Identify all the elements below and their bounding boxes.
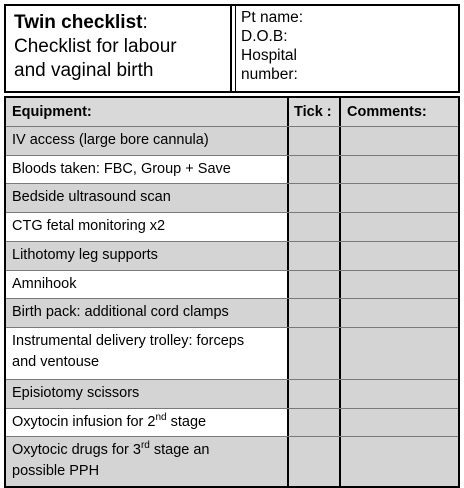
- twin-checklist-form: [4, 4, 460, 488]
- tick-cell[interactable]: [287, 184, 339, 212]
- equipment-item: [6, 328, 287, 379]
- checklist-table: [4, 96, 460, 488]
- table-header-row: [6, 98, 458, 126]
- tick-cell[interactable]: [287, 156, 339, 183]
- title-bold: Twin checklist: [14, 12, 143, 33]
- equipment-item: Episiotomy scissors: [12, 385, 140, 401]
- comments-cell[interactable]: [339, 271, 458, 298]
- table-row: [6, 270, 458, 298]
- comments-cell[interactable]: [339, 242, 458, 270]
- equipment-item-line-2: possible PPH: [12, 463, 100, 479]
- tick-cell[interactable]: [287, 328, 339, 379]
- comments-cell[interactable]: [339, 213, 458, 241]
- title-colon: :: [142, 12, 148, 33]
- equipment-item: Lithotomy leg supports: [12, 247, 158, 263]
- column-header-equipment: Equipment:: [12, 104, 92, 120]
- equipment-item: Amnihook: [12, 276, 77, 292]
- tick-cell[interactable]: [287, 409, 339, 436]
- tick-cell[interactable]: [287, 271, 339, 298]
- table-row: [6, 436, 458, 486]
- column-header-tick: Tick :: [287, 98, 339, 126]
- comments-cell[interactable]: [339, 299, 458, 327]
- title-line-2: Checklist for labour: [14, 36, 177, 57]
- equipment-item-text: Oxytocin infusion for 2: [12, 414, 156, 430]
- equipment-item: [6, 409, 287, 436]
- hospital-number-label: number:: [241, 66, 298, 83]
- table-row: [6, 183, 458, 212]
- title-line-3: and vaginal birth: [14, 60, 154, 81]
- form-header: [4, 4, 460, 93]
- equipment-item-text-end: stage an: [149, 442, 210, 458]
- tick-cell[interactable]: [287, 242, 339, 270]
- tick-cell[interactable]: [287, 299, 339, 327]
- tick-cell[interactable]: [287, 213, 339, 241]
- form-title: [6, 6, 232, 91]
- comments-cell[interactable]: [339, 328, 458, 379]
- equipment-item-line-2: and ventouse: [12, 354, 100, 370]
- tick-cell[interactable]: [287, 127, 339, 155]
- table-row: [6, 126, 458, 155]
- column-header-comments: Comments:: [339, 98, 458, 126]
- equipment-item: Birth pack: additional cord clamps: [12, 304, 229, 320]
- comments-cell[interactable]: [339, 184, 458, 212]
- ordinal-suffix: nd: [155, 412, 167, 423]
- equipment-item: CTG fetal monitoring x2: [12, 218, 166, 234]
- comments-cell[interactable]: [339, 409, 458, 436]
- table-row: [6, 241, 458, 270]
- equipment-item-line-1: Instrumental delivery trolley: forceps: [12, 333, 245, 349]
- equipment-item: Bloods taken: FBC, Group + Save: [12, 161, 231, 177]
- equipment-item: IV access (large bore cannula): [12, 132, 209, 148]
- table-row: [6, 327, 458, 379]
- comments-cell[interactable]: [339, 156, 458, 183]
- equipment-item-text: Oxytocic drugs for 3: [12, 442, 141, 458]
- patient-name-label: Pt name:: [241, 9, 304, 26]
- table-row: [6, 212, 458, 241]
- ordinal-suffix: rd: [140, 440, 150, 451]
- tick-cell[interactable]: [287, 437, 339, 486]
- patient-details: [235, 6, 458, 91]
- equipment-item: Bedside ultrasound scan: [12, 189, 171, 205]
- comments-cell[interactable]: [339, 380, 458, 408]
- dob-label: D.O.B:: [241, 28, 288, 45]
- table-row: [6, 155, 458, 183]
- table-row: [6, 379, 458, 408]
- table-row: [6, 408, 458, 436]
- table-row: [6, 298, 458, 327]
- equipment-item-text-end: stage: [166, 414, 207, 430]
- comments-cell[interactable]: [339, 437, 458, 486]
- hospital-label: Hospital: [241, 47, 297, 64]
- comments-cell[interactable]: [339, 127, 458, 155]
- equipment-item: [6, 437, 287, 486]
- tick-cell[interactable]: [287, 380, 339, 408]
